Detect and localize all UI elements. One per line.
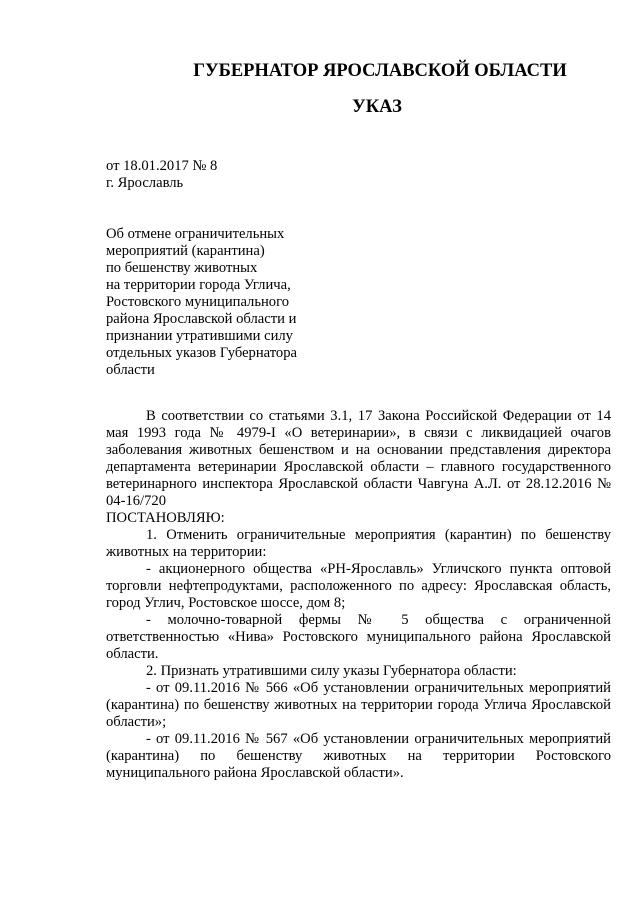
subject-line: на территории города Углича,	[106, 277, 291, 293]
item-1: 1. Отменить ограничительные мероприятия (карантин) по бешенству животных на территории:	[106, 527, 611, 560]
subject-line: признании утратившими силу	[106, 328, 293, 344]
item-2-subitem-b: - от 09.11.2016 № 567 «Об установлении ограничительных мероприятий (карантина) по бешенству животных на территории Ростовского муниципального района Ярославской области».	[106, 731, 611, 781]
city: г. Ярославль	[106, 175, 184, 191]
decree-body	[106, 408, 611, 782]
subject-line: Ростовского муниципального	[106, 294, 290, 310]
preamble-paragraph: В соответствии со статьями 3.1, 17 Закона Российской Федерации от 14 мая 1993 года № 4979-I «О ветеринарии», в связи с ликвидацией очагов заболевания животных бешенством и на основании представления директора департамента ветеринарии Ярославской области – главного государственного ветеринарного инспектора Ярославской области Чавгуна А.Л. от 28.12.2016 № 04-16/720	[106, 408, 611, 509]
subject-line: области	[106, 362, 155, 378]
item-2: 2. Признать утратившими силу указы Губернатора области:	[146, 663, 517, 679]
subject-line: по бешенству животных	[106, 260, 258, 276]
item-1-subitem-b: - молочно-товарной фермы № 5 общества с ограниченной ответственностью «Нива» Ростовского муниципального района Ярославской области.	[106, 612, 611, 662]
document-type: УКАЗ	[352, 97, 402, 117]
item-1-subitem-a: - акционерного общества «РН-Ярославль» Угличского пункта оптовой торговли нефтепродуктами, расположенного по адресу: Ярославская область, город Углич, Ростовское шоссе, дом 8;	[106, 561, 611, 611]
subject-line: отдельных указов Губернатора	[106, 345, 298, 361]
subject-line: мероприятий (карантина)	[106, 243, 265, 259]
issuing-authority: ГУБЕРНАТОР ЯРОСЛАВСКОЙ ОБЛАСТИ	[193, 61, 567, 81]
subject-line: района Ярославской области и	[106, 311, 297, 327]
decree-subject	[106, 226, 356, 379]
item-2-subitem-a: - от 09.11.2016 № 566 «Об установлении ограничительных мероприятий (карантина) по бешенству животных на территории города Углича Ярославской области»;	[106, 680, 611, 730]
decree-word: ПОСТАНОВЛЯЮ:	[106, 510, 225, 526]
date-number: от 18.01.2017 № 8	[106, 158, 218, 174]
subject-line: Об отмене ограничительных	[106, 226, 285, 242]
